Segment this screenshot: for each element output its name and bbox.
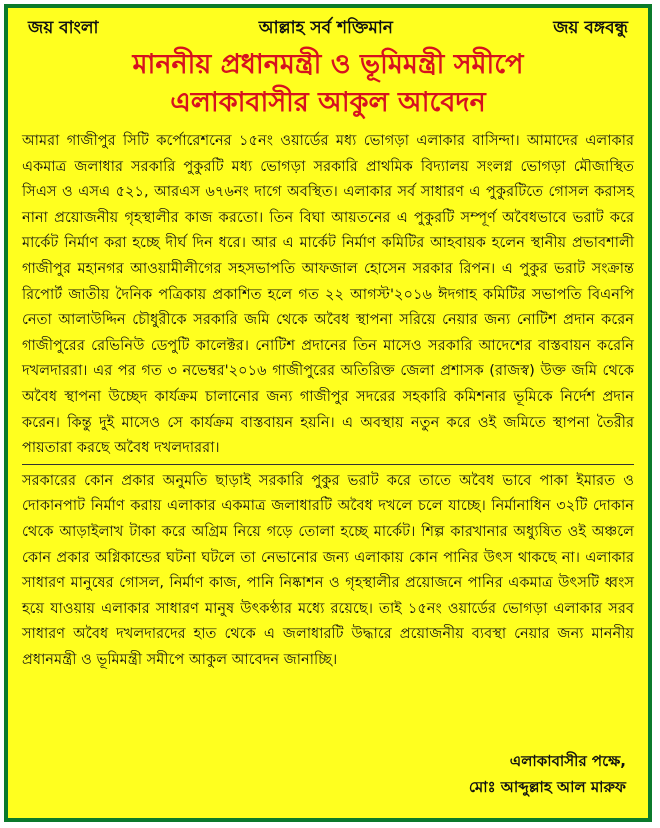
signature-name: মোঃ আব্দুল্লাহ আল মারুফ — [468, 778, 626, 796]
signature-line-1: এলাকাবাসীর পক্ষে, — [509, 752, 626, 770]
slogan-bar — [22, 16, 634, 42]
headline-line-2: এলাকাবাসীর আকুল আবেদন — [170, 87, 486, 118]
paragraph-divider — [22, 464, 634, 465]
slogan-right: জয় বঙ্গবন্ধু — [553, 18, 628, 38]
body-paragraph-1: আমরা গাজীপুর সিটি কর্পোরেশনের ১৫নং ওয়ার্ডের মধ্য ভোগড়া এলাকার বাসিন্দা। আমাদের এলাকার একমাত্র জলাধার সরকারি পুকুরটি মধ্য ভোগড়া সরকারি প্রাথমিক বিদ্যালয় সংলগ্ন ভোগড়া মৌজাস্থিত সিএস ও এসএ ৫২১, আরএস ৬৭৬নং দাগে অবস্থিত। এলাকার সর্ব সাধারণ এ পুকুরটিতে গোসল করাসহ নানা প্রয়োজনীয় গৃহস্থালীর কাজ করতো। তিন বিঘা আয়তনের এ পুকুরটি সম্পূর্ণ অবৈধভাবে ভরাট করে মার্কেট নির্মাণ করা হচ্ছে দীর্ঘ দিন ধরে। আর এ মার্কেট নির্মাণ কমিটির আহবায়ক হলেন স্থানীয় প্রভাবশালী গাজীপুর মহানগর আওয়ামীলীগের সহসভাপতি আফজাল হোসেন সরকার রিপন। এ পুকুর ভরাট সংক্রান্ত রিপোর্ট জাতীয় দৈনিক পত্রিকায় প্রকাশিত হলে গত ২২ আগস্ট'২০১৬ ঈদগাহ কমিটির সভাপতি বিএনপি নেতা আলাউদ্দিন চৌধুরীকে সরকারি জমি থেকে অবৈধ স্থাপনা সরিয়ে নেয়ার জন্য নোটিশ প্রদান করেন গাজীপুরের রেভিনিউ ডেপুটি কালেক্টর। নোটিশ প্রদানের তিন মাসেও সরকারি আদেশের বাস্তবায়ন করেনি দখলদাররা। এর পর গত ৩ নভেম্বর'২০১৬ গাজীপুরের অতিরিক্ত জেলা প্রশাসক (রাজস্ব) উক্ত জমি থেকে অবৈধ স্থাপনা উচ্ছেদ কার্যক্রম চালানোর জন্য গাজীপুর সদরের সহকারি কমিশনার ভূমিকে নির্দেশ প্রদান করেন। কিন্তু দুই মাসেও সে কার্যক্রম বাস্তবায়ন হয়নি। এ অবস্থায় নতুন করে ওই জমিতে স্থাপনা তৈরীর পায়তারা করছে অবৈধ দখলদাররা। — [22, 132, 634, 457]
slogan-center: আল্লাহ সর্ব শক্তিমান — [258, 18, 393, 38]
signature-block — [469, 748, 626, 800]
body-paragraph-2: সরকারের কোন প্রকার অনুমতি ছাড়াই সরকারি পুকুর ভরাট করে তাতে অবৈধ ভাবে পাকা ইমারত ও দোকানপাট নির্মাণ করায় এলাকার একমাত্র জলাধারটি অবৈধ দখলে চলে যাচ্ছে। নির্মানাধিন ৩২টি দোকান থেকে আড়াইলাখ টাকা করে অগ্রিম নিয়ে গড়ে তোলা হচ্ছে মার্কেট। শিল্প কারখানার অধ্যুষিত ওই অঞ্চলে কোন প্রকার অগ্নিকান্ডের ঘটনা ঘটলে তা নেভানোর জন্য এলাকায় কোন পানির উৎস থাকছে না। এলাকার সাধারণ মানুষের গোসল, নির্মাণ কাজ, পানি নিষ্কাশন ও গৃহস্থালীর প্রয়োজনে পানির একমাত্র উৎসটি ধ্বংস হয়ে যাওয়ায় এলাকার সাধারণ মানুষ উৎকণ্ঠার মধ্যে রয়েছে। তাই ১৫নং ওয়ার্ডের ভোগড়া এলাকার সরব সাধারণ অবৈধ দখলদারদের হাত থেকে এ জলাধারটি উদ্ধারে প্রয়োজনীয় ব্যবস্থা নেয়ার জন্য মাননীয় প্রধানমন্ত্রী ও ভূমিমন্ত্রী সমীপে আকুল আবেদন জানাচ্ছি। — [22, 471, 634, 668]
slogan-left: জয় বাংলা — [28, 18, 99, 38]
headline — [22, 46, 634, 122]
headline-line-1: মাননীয় প্রধানমন্ত্রী ও ভূমিমন্ত্রী সমীপে — [132, 49, 524, 80]
newspaper-ad — [4, 4, 652, 822]
